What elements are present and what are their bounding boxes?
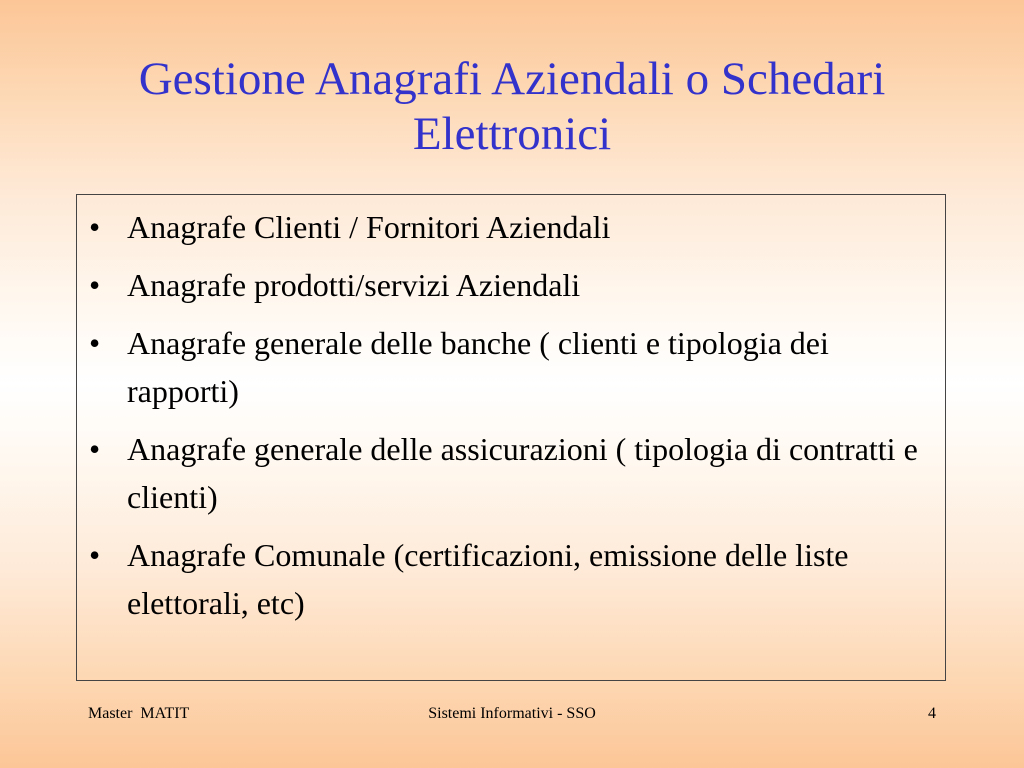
bullet-icon: • <box>89 209 101 245</box>
page-number: 4 <box>928 705 936 722</box>
bullet-list <box>87 203 927 637</box>
footer-left-text: Master MATIT <box>88 705 190 722</box>
bullet-text: Anagrafe Clienti / Fornitori Aziendali <box>127 209 611 245</box>
list-item <box>87 203 927 251</box>
bullet-text: Anagrafe prodotti/servizi Aziendali <box>127 267 581 303</box>
bullet-icon: • <box>89 431 101 467</box>
list-item <box>87 319 927 415</box>
slide-title-line-2: Elettronici <box>412 108 612 160</box>
list-item <box>87 531 927 627</box>
footer-center-text: Sistemi Informativi - SSO <box>428 705 596 722</box>
bullet-icon: • <box>89 537 101 573</box>
list-item <box>87 425 927 521</box>
slide-title-line-1: Gestione Anagrafi Aziendali o Schedari <box>138 53 886 105</box>
bullet-icon: • <box>89 267 101 303</box>
list-item <box>87 261 927 309</box>
slide-title <box>0 52 1024 162</box>
bullet-text: Anagrafe generale delle banche ( clienti e tipologia dei rapporti) <box>127 325 829 409</box>
bullet-text: Anagrafe Comunale (certificazioni, emissione delle liste elettorali, etc) <box>127 537 849 621</box>
bullet-icon: • <box>89 325 101 361</box>
content-box <box>76 194 946 681</box>
bullet-text: Anagrafe generale delle assicurazioni ( tipologia di contratti e clienti) <box>127 431 918 515</box>
